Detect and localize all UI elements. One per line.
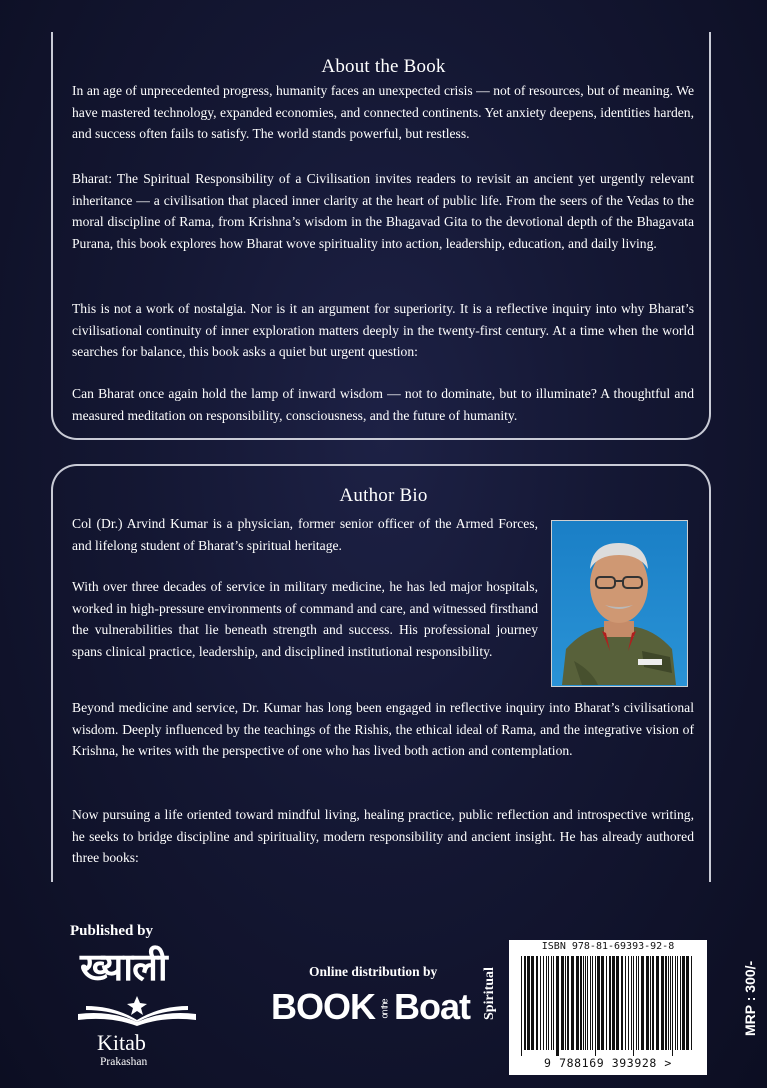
barcode-bar [650, 956, 651, 1050]
isbn-number: ISBN 978-81-69393-92-8 [541, 941, 675, 952]
author-portrait-drawing [552, 521, 686, 685]
barcode-bar [553, 956, 554, 1050]
barcode-bar [686, 956, 689, 1050]
barcode-bar [606, 956, 607, 1050]
author-photo [551, 520, 688, 687]
barcode-bar [592, 956, 593, 1050]
barcode-bar [536, 956, 538, 1050]
barcode-bar [565, 956, 566, 1050]
barcode-bar [583, 956, 584, 1050]
about-title: About the Book [321, 56, 446, 77]
bio-paragraph-3: Beyond medicine and service, Dr. Kumar has long been engaged in reflective inquiry into Bharat’s civilisational wisdom. Deeply influenced by the teachings of the Rishis, the ethical ideal of Rama, and the integrative vision of Krishna, he writes with the perspective of one who has lived both action and contemplation. [72, 700, 694, 759]
distributor-logo-onthe: on the [379, 999, 390, 1019]
barcode-bar [587, 956, 588, 1050]
about-paragraph-4: Can Bharat once again hold the lamp of inward wisdom — not to dominate, but to illuminate? A thoughtful and measured meditation on responsibility, consciousness, and the future of humanity. [72, 386, 694, 423]
barcode-bar [531, 956, 534, 1050]
barcode-bar [521, 956, 522, 1056]
distribution-label: Online distribution by [309, 964, 438, 979]
published-by-label: Published by [70, 923, 153, 939]
barcode-bar [691, 956, 692, 1050]
barcode [509, 940, 707, 1075]
distributor-logo-book: BOOK [271, 986, 375, 1027]
barcode-bar [595, 956, 596, 1056]
barcode-bar [551, 956, 552, 1050]
distributor-logo-boat: Boat [394, 986, 471, 1027]
barcode-bar [616, 956, 619, 1050]
bio-paragraph-2: With over three decades of service in military medicine, he has led major hospitals, worked in high-pressure environments of command and care, and witnessed firsthand the vulnerabilities that lie beneath strength and success. His professional journey spans clinical practice, leadership, and disciplined institutional responsibility. [72, 579, 538, 659]
barcode-digits: 9 788169 393928 > [544, 1056, 672, 1070]
barcode-bar [665, 956, 667, 1050]
about-paragraph-3: This is not a work of nostalgia. Nor is it an argument for superiority. It is a reflective inquiry into why Bharat’s civilisational continuity of inner exploration matters deeply in the twenty-first century. At a time when the world searches for balance, this book asks a quiet but urgent question: [72, 301, 694, 360]
barcode-bar [540, 956, 541, 1050]
barcode-bar [548, 956, 549, 1050]
barcode-bar [638, 956, 639, 1050]
barcode-bar [646, 956, 649, 1050]
barcode-bar [546, 956, 547, 1050]
barcode-bar [597, 956, 600, 1050]
open-book-icon [70, 992, 204, 1028]
barcode-bar [527, 956, 530, 1050]
barcode-bar [524, 956, 526, 1050]
barcode-bar [601, 956, 604, 1050]
barcode-bar [625, 956, 626, 1050]
price-label: MRP : 300/- [742, 960, 758, 1036]
publisher-name: Kitab [97, 1030, 146, 1055]
barcode-bar [631, 956, 632, 1050]
publisher-logo: ख्याली [80, 945, 167, 989]
barcode-bar [641, 956, 644, 1050]
barcode-bar [628, 956, 629, 1050]
barcode-bar [661, 956, 664, 1050]
about-paragraph-2: Bharat: The Spiritual Responsibility of a Civilisation invites readers to revisit an ancient yet urgently relevant inheritance — a civilisation that placed inner clarity at the heart of public life. From the seers of the Vedas to the moral discipline of Rama, from Krishna’s wisdom in the Bhagavad Gita to the devotional depth of the Bhagavata Purana, this book explores how Bharat wove spirituality into action, leadership, education, and daily living. [72, 171, 694, 251]
barcode-bar [656, 956, 659, 1050]
barcode-bar [636, 956, 637, 1050]
barcode-bar [682, 956, 685, 1050]
barcode-bars [519, 956, 697, 1056]
barcode-bar [543, 956, 544, 1050]
barcode-bar [585, 956, 586, 1050]
about-paragraph-1: In an age of unprecedented progress, humanity faces an unexpected crisis — not of resources, but of meaning. We have mastered technology, expanded economies, and connected continents. Yet anxiety deepens, identities harden, and success often fails to satisfy. The world stands powerful, but restless. [72, 83, 694, 142]
barcode-bar [668, 956, 669, 1050]
barcode-bar [672, 956, 673, 1056]
barcode-bar [561, 956, 564, 1050]
barcode-bar [590, 956, 591, 1050]
barcode-bar [580, 956, 582, 1050]
barcode-bar [571, 956, 574, 1050]
bio-paragraph-1: Col (Dr.) Arvind Kumar is a physician, former senior officer of the Armed Forces, and lifelong student of Bharat’s spiritual heritage. [72, 516, 538, 553]
barcode-bar [576, 956, 579, 1050]
category-label: Spiritual [482, 967, 497, 1020]
barcode-bar [670, 956, 671, 1050]
barcode-bar [652, 956, 654, 1050]
barcode-bar [621, 956, 623, 1050]
barcode-bar [567, 956, 569, 1050]
barcode-bar [609, 956, 611, 1050]
barcode-bar [680, 956, 681, 1050]
barcode-bar [675, 956, 676, 1050]
bio-paragraph-4: Now pursuing a life oriented toward mindful living, healing practice, public reflection and introspective writing, he seeks to bridge discipline and spirituality, modern responsibility and ancient insight. He has already authored three books: [72, 807, 694, 866]
bio-title: Author Bio [339, 485, 428, 506]
distributor-logo [271, 986, 470, 1026]
barcode-bar [612, 956, 615, 1050]
barcode-bar [633, 956, 634, 1056]
barcode-bar [556, 956, 559, 1056]
barcode-bar [677, 956, 678, 1050]
publisher-subname: Prakashan [100, 1056, 148, 1068]
